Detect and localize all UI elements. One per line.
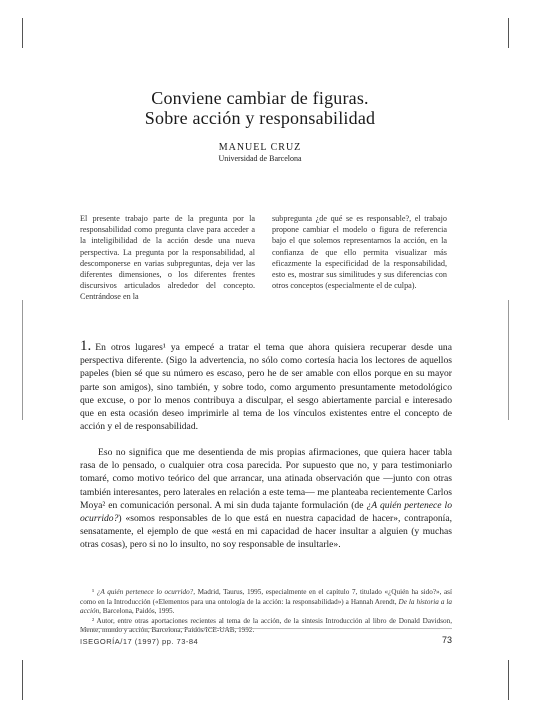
footnote-1-text-a: , Madrid, Taurus, 1995, especialmente en el capítulo 7, titulado «¿Quién ha sido?», así como en la Introducción («Elementos para una ontología de la acción: la responsabilidad») a Hannah Arendt, bbox=[80, 588, 452, 606]
paragraph-2-title-ref: ¿A quién pertenece lo ocurrido? bbox=[80, 499, 453, 525]
paragraph-2-text-b: ) «somos responsables de lo que está en nuestra capacidad de hacer», contraponía, sensatamente, el ejemplo de que «está en mi capacidad de hacer insultar a alguien (y muchas otras cosas), pero si no lo insulto, no soy responsable de insultarle». bbox=[80, 513, 452, 551]
author-name: MANUEL CRUZ bbox=[218, 142, 302, 153]
abstract-left-column: El presente trabajo parte de la pregunta por la responsabilidad como pregunta clave para acceder a la inteligibilidad de la acción desde una nueva perspectiva. La pregunta por la responsabilidad, al descomponerse en varias subpreguntas, deja ver las diferentes dimensiones, o los diferentes frentes discursivos articulados alrededor del concepto. Centrándose en la bbox=[80, 214, 255, 302]
crop-mark-left-top bbox=[22, 18, 23, 48]
footer-divider bbox=[80, 628, 452, 629]
article-title bbox=[60, 88, 460, 128]
page-number: 73 bbox=[441, 635, 452, 645]
crop-mark-right-mid bbox=[508, 300, 509, 420]
title-line-1: Conviene cambiar de figuras. bbox=[151, 88, 369, 108]
footnote-1-title-2: De la historia a la acción bbox=[80, 597, 452, 616]
crop-mark-left-bottom bbox=[22, 660, 23, 700]
footnote-1 bbox=[80, 588, 452, 617]
crop-mark-right-bottom bbox=[508, 660, 509, 700]
paragraph-2-text-a: Eso no significa que me desentienda de mis propias afirmaciones, que quiera hacer tabla rasa de lo pensado, o cualquier otra cosa parecida. Por supuesto que no, y para testimoniarlo tomaré, como motivo teórico del que arrancar, una atinada observación que —junto con otras también interesantes, pero laterales en relación a este tema— me planteaba recientemente Carlos Moya² en comunicación personal. A mi sin duda tajante formulación (de bbox=[80, 447, 452, 511]
section-number: 1. bbox=[80, 338, 92, 354]
footnote-2: ² Autor, entre otras aportaciones recientes al tema de la acción, de la síntesis Introducción al libro de Donald Davidson, Mente, mundo y acción, Barcelona, Paidós/ICE-UAB, 1992. bbox=[80, 616, 452, 635]
journal-citation: ISEGORÍA/17 (1997) pp. 73-84 bbox=[80, 637, 199, 646]
author-affiliation: Universidad de Barcelona bbox=[218, 154, 302, 163]
crop-mark-left-mid bbox=[22, 300, 23, 420]
footnote-1-title: ¿A quién pertenece lo ocurrido? bbox=[96, 588, 194, 596]
footnote-1-marker: ¹ bbox=[92, 588, 97, 596]
abstract-right-column: subpregunta ¿de qué se es responsable?, el trabajo propone cambiar el modelo o figura de referencia bajo el que solemos representarnos la acción, en la confianza de que ello permita visualizar más eficazmente la especificidad de la responsabilidad, esto es, mostrar sus similitudes y sus diferencias con otros conceptos (especialmente el de culpa). bbox=[272, 214, 447, 291]
title-line-2: Sobre acción y responsabilidad bbox=[144, 108, 376, 128]
crop-mark-right-top bbox=[508, 18, 509, 48]
body-paragraph-1 bbox=[80, 340, 452, 433]
footnote-1-text-b: , Barcelona, Paidós, 1995. bbox=[99, 607, 175, 616]
paragraph-1-text: En otros lugares¹ ya empecé a tratar el tema que ahora quisiera recuperar desde una perspectiva diferente. (Sigo la advertencia, no sólo como cortesía hacia los lectores de aquellos papeles (bien sé que su número es escaso, pero he de ser amable con ellos porque en su mayor parte son amigos), sino también, y sobre todo, como argumento presuntamente metodológico que excuse, o por lo menos contribuya a disculpar, el sesgo abiertamente parcial e interesado que en esta ocasión deseo imprimirle al tema de los vínculos existentes entre el concepto de acción y el de responsabilidad. bbox=[80, 342, 452, 433]
body-paragraph-2 bbox=[80, 446, 452, 552]
